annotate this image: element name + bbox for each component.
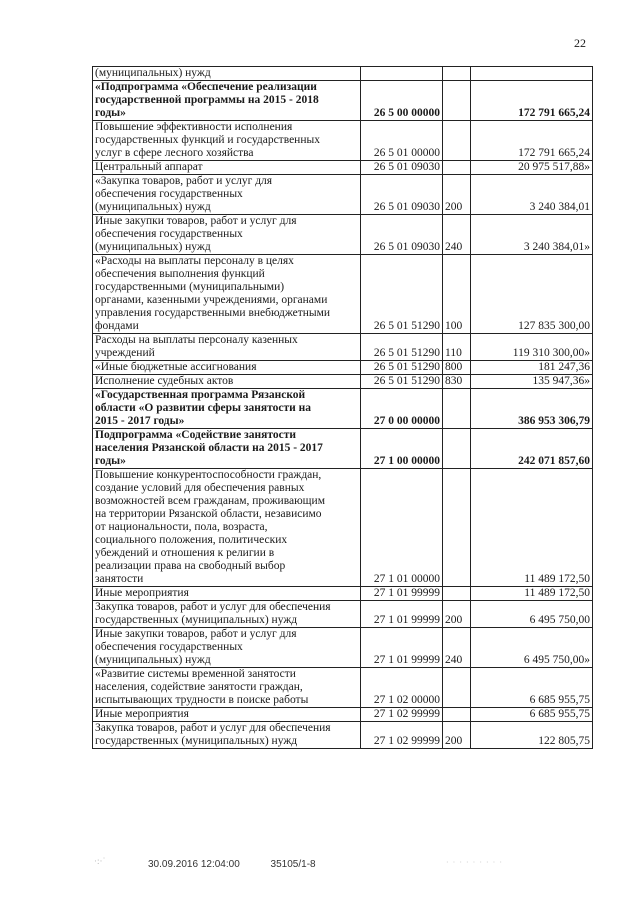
- table-row: [93, 601, 593, 628]
- row-expense-type: [443, 668, 471, 708]
- scan-mark: · · · · · · · · ·: [446, 858, 503, 867]
- row-name: Исполнение судебных актов: [93, 375, 361, 389]
- row-name: «Расходы на выплаты персоналу в целях обеспечения выполнения функций государственными (муниципальными) органами, казенными учреждениями, органами управления государственными внебюджетными фондами: [93, 255, 361, 334]
- row-expense-type: 110: [443, 334, 471, 361]
- row-code: 27 0 00 00000: [361, 389, 443, 429]
- table-row: [93, 334, 593, 361]
- row-code: 26 5 01 09030: [361, 175, 443, 215]
- row-amount: 242 071 857,60: [471, 429, 593, 469]
- row-code: 27 1 01 99999: [361, 587, 443, 601]
- row-amount: 11 489 172,50: [471, 587, 593, 601]
- row-amount: [471, 67, 593, 81]
- footer: [148, 859, 344, 870]
- row-amount: 127 835 300,00: [471, 255, 593, 334]
- row-expense-type: 830: [443, 375, 471, 389]
- row-amount: 20 975 517,88»: [471, 161, 593, 175]
- row-code: 26 5 01 51290: [361, 255, 443, 334]
- row-code: 27 1 01 00000: [361, 469, 443, 587]
- row-amount: 181 247,36: [471, 361, 593, 375]
- row-name: «Развитие системы временной занятости населения, содействие занятости граждан, испытывающих трудности в поиске работы: [93, 668, 361, 708]
- row-expense-type: [443, 587, 471, 601]
- row-code: 26 5 01 51290: [361, 375, 443, 389]
- row-name: «Закупка товаров, работ и услуг для обеспечения государственных (муниципальных) нужд: [93, 175, 361, 215]
- budget-table-body: [93, 67, 593, 749]
- row-amount: 3 240 384,01: [471, 175, 593, 215]
- row-expense-type: 240: [443, 215, 471, 255]
- row-amount: 6 495 750,00: [471, 601, 593, 628]
- row-amount: 135 947,36»: [471, 375, 593, 389]
- row-amount: 11 489 172,50: [471, 469, 593, 587]
- table-row: [93, 375, 593, 389]
- table-row: [93, 161, 593, 175]
- row-expense-type: 200: [443, 601, 471, 628]
- row-amount: 119 310 300,00»: [471, 334, 593, 361]
- table-row: [93, 429, 593, 469]
- row-name: Повышение эффективности исполнения государственных функций и государственных услуг в сфере лесного хозяйства: [93, 121, 361, 161]
- row-code: 27 1 01 99999: [361, 601, 443, 628]
- row-expense-type: 800: [443, 361, 471, 375]
- row-name: «Подпрограмма «Обеспечение реализации государственной программы на 2015 - 2018 годы»: [93, 81, 361, 121]
- table-row: [93, 67, 593, 81]
- row-name: Повышение конкурентоспособности граждан, создание условий для обеспечения равных возможностей всем гражданам, проживающим на территории Рязанской области, независимо от национальности, пола, возраста, социального положения, политических убеждений и отношения к религии в реализации права на свободный выбор занятости: [93, 469, 361, 587]
- row-expense-type: [443, 708, 471, 722]
- row-expense-type: 200: [443, 175, 471, 215]
- row-expense-type: 240: [443, 628, 471, 668]
- table-row: [93, 121, 593, 161]
- row-expense-type: [443, 67, 471, 81]
- row-name: Иные закупки товаров, работ и услуг для обеспечения государственных (муниципальных) нужд: [93, 628, 361, 668]
- row-name: Иные закупки товаров, работ и услуг для обеспечения государственных (муниципальных) нужд: [93, 215, 361, 255]
- row-expense-type: [443, 469, 471, 587]
- row-code: 27 1 02 99999: [361, 708, 443, 722]
- table-row: [93, 708, 593, 722]
- row-name: Закупка товаров, работ и услуг для обеспечения государственных (муниципальных) нужд: [93, 601, 361, 628]
- row-code: 26 5 01 00000: [361, 121, 443, 161]
- row-amount: 3 240 384,01»: [471, 215, 593, 255]
- row-name: Центральный аппарат: [93, 161, 361, 175]
- row-code: 26 5 01 51290: [361, 361, 443, 375]
- row-code: 26 5 01 51290: [361, 334, 443, 361]
- table-row: [93, 389, 593, 429]
- row-code: 27 1 01 99999: [361, 628, 443, 668]
- row-code: 26 5 01 09030: [361, 161, 443, 175]
- table-row: [93, 175, 593, 215]
- row-code: 27 1 02 99999: [361, 722, 443, 749]
- footer-timestamp: 30.09.2016 12:04:00: [148, 859, 240, 870]
- table-row: [93, 81, 593, 121]
- row-code: 27 1 00 00000: [361, 429, 443, 469]
- row-name: (муниципальных) нужд: [93, 67, 361, 81]
- row-name: Иные мероприятия: [93, 708, 361, 722]
- row-name: Подпрограмма «Содействие занятости населения Рязанской области на 2015 - 2017 годы»: [93, 429, 361, 469]
- row-code: 27 1 02 00000: [361, 668, 443, 708]
- row-name: «Иные бюджетные ассигнования: [93, 361, 361, 375]
- scan-mark: ·:·˙: [94, 856, 106, 866]
- row-amount: 6 685 955,75: [471, 708, 593, 722]
- table-row: [93, 255, 593, 334]
- table-row: [93, 215, 593, 255]
- page-number: 22: [574, 36, 586, 50]
- table-row: [93, 587, 593, 601]
- footer-doc-number: 35105/1-8: [270, 859, 316, 870]
- row-name: «Государственная программа Рязанской области «О развитии сферы занятости на 2015 - 2017 годы»: [93, 389, 361, 429]
- row-code: [361, 67, 443, 81]
- table-row: [93, 668, 593, 708]
- row-code: 26 5 00 00000: [361, 81, 443, 121]
- row-amount: 386 953 306,79: [471, 389, 593, 429]
- row-amount: 172 791 665,24: [471, 81, 593, 121]
- row-expense-type: [443, 161, 471, 175]
- row-name: Иные мероприятия: [93, 587, 361, 601]
- row-name: Закупка товаров, работ и услуг для обеспечения государственных (муниципальных) нужд: [93, 722, 361, 749]
- table-row: [93, 722, 593, 749]
- row-code: 26 5 01 09030: [361, 215, 443, 255]
- row-amount: 6 685 955,75: [471, 668, 593, 708]
- row-amount: 172 791 665,24: [471, 121, 593, 161]
- row-amount: 6 495 750,00»: [471, 628, 593, 668]
- row-expense-type: 200: [443, 722, 471, 749]
- table-row: [93, 361, 593, 375]
- row-expense-type: [443, 81, 471, 121]
- budget-table: [92, 66, 593, 749]
- row-expense-type: [443, 429, 471, 469]
- row-expense-type: [443, 121, 471, 161]
- row-name: Расходы на выплаты персоналу казенных учреждений: [93, 334, 361, 361]
- row-expense-type: 100: [443, 255, 471, 334]
- table-row: [93, 628, 593, 668]
- row-expense-type: [443, 389, 471, 429]
- row-amount: 122 805,75: [471, 722, 593, 749]
- table-row: [93, 469, 593, 587]
